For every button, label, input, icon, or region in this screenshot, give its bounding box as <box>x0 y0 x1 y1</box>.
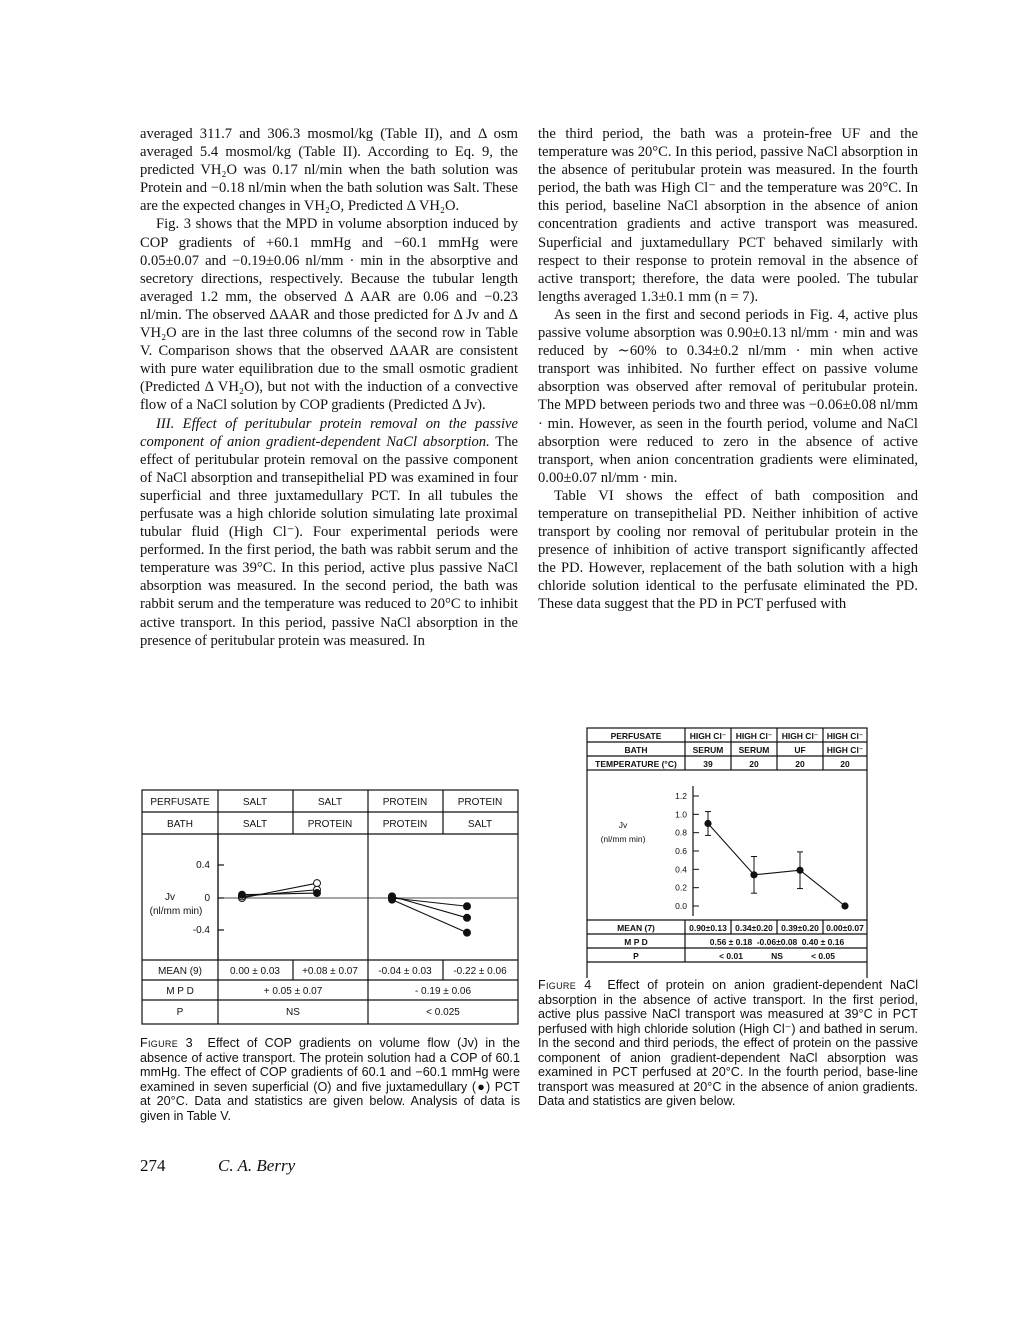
fig4-perfusate-3: HIGH Cl⁻ <box>781 731 819 741</box>
fig3-point-start-3 <box>239 891 246 898</box>
figure-4-caption-text: Effect of protein on anion gradient-dependent NaCl absorption in the absence of active transport. In the first period, active plus passive NaCl transport was measured at 39°C in PCT perfused with high chloride solution (High Cl⁻) and bathed in serum. In the second and third periods, the effect of protein on the passive component of anion gradient-dependent NaCl absorption was examined in PCT perfused at 20°C. In the fourth period, base-line transport was measured at 20°C in the absence of anion gradients. Data and statistics are given below. <box>538 978 918 1108</box>
left-column <box>140 125 518 650</box>
fig4-temp-4: 20 <box>840 759 850 769</box>
fig4-point-4 <box>841 902 848 909</box>
paragraph-2: Fig. 3 shows that the MPD in volume absorption induced by COP gradients of +60.1 mmHg and −60.1 mmHg were 0.05±0.07 and −0.19±0.06 nl/mm · min in the absorptive and secretory directions, respectively. Because the tubular length averaged 1.2 mm, the observed Δ AAR are 0.06 and −0.23 nl/min. The observed ΔAAR and those predicted for Δ Jv and Δ VH₂O are in the last three columns of the second row in Table V. Comparison shows that the observed ΔAAR are consistent with pure water equilibration due to the small osmotic gradient (Predicted Δ VH₂O), but not with the induction of a convective flow of a NaCl solution by COP gradients (Predicted Δ Jv). <box>140 216 518 414</box>
paragraph-3 <box>140 415 518 650</box>
fig3-mpd-label: M P D <box>166 986 194 997</box>
fig3-perfusate-3: PROTEIN <box>382 797 428 808</box>
fig3-bath-2: PROTEIN <box>307 819 353 830</box>
fig4-ytick-7: 0.0 <box>675 901 687 911</box>
fig4-temp-1: 39 <box>703 759 713 769</box>
page-number: 274 <box>140 1156 166 1175</box>
fig4-ylabel: Jv <box>618 820 628 830</box>
fig3-p-2: < 0.025 <box>426 1007 460 1018</box>
fig4-ytick-2: 1.0 <box>675 809 687 820</box>
paragraph-4: the third period, the bath was a protein-free UF and the temperature was 20°C. In this period, passive NaCl absorption in the absence of peritubular protein was measured. In the fourth period, the bath was High Cl⁻ and the temperature was 20°C. In this period, baseline NaCl absorption in the absence of anion concentration gradients and active transport was measured. Superficial and juxtamedullary PCT behaved similarly with respect to their response to protein removal in the absence of active transport; therefore, the data were pooled. The tubular lengths averaged 1.3±0.1 mm (n = 7). <box>538 126 918 305</box>
fig4-bath-label: BATH <box>624 745 648 755</box>
fig4-perfusate-2: HIGH Cl⁻ <box>735 731 773 741</box>
fig4-temp-2: 20 <box>749 759 759 769</box>
fig4-ytick-3: 0.8 <box>675 827 687 838</box>
fig4-mpd-1: 0.56 ± 0.18 <box>709 937 753 947</box>
fig4-axis <box>675 791 699 911</box>
fig3-mean-3: -0.04 ± 0.03 <box>378 966 432 977</box>
fig3-bath-3: PROTEIN <box>382 819 428 830</box>
fig4-mean-3: 0.39±0.20 <box>781 923 819 933</box>
fig3-ytick-1: 0.4 <box>196 860 210 871</box>
fig3-mpd-2: - 0.19 ± 0.06 <box>414 986 472 997</box>
fig4-temp-3: 20 <box>795 759 805 769</box>
fig4-point-2 <box>750 871 757 878</box>
fig3-point-end-3 <box>314 890 321 897</box>
fig4-p-1: < 0.01 <box>719 951 743 961</box>
fig4-mean-2: 0.34±0.20 <box>735 923 773 933</box>
fig4-p-label: P <box>633 951 639 961</box>
figure-4-caption <box>538 978 918 1109</box>
paragraph-1: averaged 311.7 and 306.3 mosmol/kg (Table II), and Δ osm averaged 5.4 mosmol/kg (Table II). According to Eq. 9, the predicted VH₂O was 0.17 nl/min when the bath solution was Protein and −0.18 nl/min when the bath solution was Salt. These are the expected changes in VH₂O, Predicted Δ VH₂O. <box>140 126 518 215</box>
fig3-point-start-6 <box>389 896 396 903</box>
fig4-mpd-3: 0.40 ± 0.16 <box>801 937 845 947</box>
section-heading: III. Effect of peritubular protein removal on the passive component of anion gradient-dependent NaCl absorption. <box>140 415 518 450</box>
fig3-point-end-4 <box>464 914 471 921</box>
fig4-point-3 <box>796 867 803 874</box>
fig4-perfusate-label: PERFUSATE <box>610 731 662 741</box>
fig4-point-1 <box>704 820 711 827</box>
right-column <box>538 125 918 614</box>
page-footer <box>140 1156 295 1176</box>
fig4-ytick-1: 1.2 <box>675 791 687 801</box>
fig3-p-label: P <box>176 1007 184 1018</box>
fig4-perfusate-4: HIGH Cl⁻ <box>826 731 864 741</box>
fig3-point-end-6 <box>464 929 471 936</box>
fig3-mean-label: MEAN (9) <box>158 966 202 977</box>
fig4-perfusate-1: HIGH Cl⁻ <box>689 731 727 741</box>
fig3-mean-1: 0.00 ± 0.03 <box>230 966 280 977</box>
fig4-p-3: < 0.05 <box>811 951 835 961</box>
paragraph-6: Table VI shows the effect of bath composition and temperature on transepithelial PD. Neither inhibition of active transport by cooling nor removal of peritubular protein in the presence of inhibition of active transport significantly affected the PD. However, replacement of the bath solution with a high chloride solution identical to the perfusate eliminated the PD. These data suggest that the PD in PCT perfused with <box>538 487 918 613</box>
fig3-perfusate-1: SALT <box>242 797 268 808</box>
figure-3-caption-key: Figure 3 <box>140 1036 193 1050</box>
fig4-mean-1: 0.90±0.13 <box>689 923 727 933</box>
fig4-mean-label: MEAN (7) <box>617 923 655 933</box>
paragraph-3-body: The effect of peritubular protein removal on the passive component of NaCl absorption and transepithelial PD was examined in four superficial and three juxtamedullary PCT. In all tubules the perfusate was a high chloride solution simulating late proximal tubular fluid (High Cl⁻). Four experimental periods were performed. In the first period, the bath was rabbit serum and the temperature was 39°C. In this period, active plus passive NaCl absorption was measured. In the second period, the bath was rabbit serum and the temperature was reduced to 20°C to inhibit active transport. In this period, passive NaCl absorption in the presence of peritubular protein was measured. In <box>140 433 518 649</box>
fig3-p-1: NS <box>286 1007 300 1018</box>
running-author: C. A. Berry <box>218 1156 296 1175</box>
fig3-perfusate-2: SALT <box>317 797 343 808</box>
fig4-plot <box>704 812 848 910</box>
fig3-data-lines <box>239 880 471 937</box>
fig4-mpd-label: M P D <box>624 937 648 947</box>
fig4-ytick-4: 0.6 <box>675 846 687 856</box>
fig4-bath-1: SERUM <box>692 745 724 755</box>
fig4-bath-3: UF <box>794 745 806 755</box>
fig3-bath-4: SALT <box>467 819 493 830</box>
figure-4-caption-key: Figure 4 <box>538 978 592 992</box>
fig3-perfusate-label: PERFUSATE <box>150 797 210 808</box>
fig3-mpd-1: + 0.05 ± 0.07 <box>263 986 323 997</box>
fig3-ytick-2: 0 <box>204 893 210 904</box>
figure-3-caption <box>140 1036 520 1123</box>
fig3-point-end-5 <box>464 903 471 910</box>
fig3-ylabel: Jv <box>165 892 175 903</box>
figure-3 <box>140 788 520 1028</box>
fig3-point-end-1 <box>314 880 321 887</box>
fig4-bath-4: HIGH Cl⁻ <box>826 745 864 755</box>
fig4-bath-2: SERUM <box>738 745 770 755</box>
paragraph-5: As seen in the first and second periods in Fig. 4, active plus passive volume absorption was 0.90±0.13 nl/mm · min and was reduced by ∼60% to 0.34±0.2 nl/mm · min when active transport was inhibited. No further effect on passive volume absorption was observed after removal of peritubular protein. The MPD between periods two and three was −0.06±0.08 nl/mm · min. However, as seen in the fourth period, volume and NaCl absorption were reduced to zero in the absence of active transport, when anion concentration gradients were eliminated, 0.00±0.07 nl/mm · min. <box>538 306 918 486</box>
fig4-mean-line <box>708 824 845 907</box>
fig3-mean-4: -0.22 ± 0.06 <box>453 966 507 977</box>
fig3-bath-label: BATH <box>167 819 193 830</box>
fig4-mpd-2: -0.06±0.08 <box>756 937 798 947</box>
fig3-perfusate-4: PROTEIN <box>457 797 503 808</box>
fig4-yunit: (nl/mm min) <box>600 834 646 844</box>
fig4-p-2: NS <box>771 951 783 961</box>
fig3-bath-1: SALT <box>242 819 268 830</box>
fig3-ytick-3: -0.4 <box>192 925 210 936</box>
fig3-yunit: (nl/mm min) <box>149 906 203 917</box>
fig3-mean-2: +0.08 ± 0.07 <box>302 966 358 977</box>
fig4-mean-4: 0.00±0.07 <box>826 923 864 933</box>
fig4-ytick-5: 0.4 <box>675 864 687 875</box>
figure-4 <box>585 726 869 986</box>
fig4-temp-label: TEMPERATURE (°C) <box>595 759 677 769</box>
fig4-ytick-6: 0.2 <box>675 882 687 893</box>
figure-3-caption-text: Effect of COP gradients on volume flow (Jv) in the absence of active transport. The protein solution had a COP of 60.1 mmHg. The effect of COP gradients of 60.1 and −60.1 mmHg were examined in seven superficial (O) and five juxtamedullary (●) PCT at 20°C. Data and statistics are given below. Analysis of data is given in Table V. <box>140 1036 520 1123</box>
